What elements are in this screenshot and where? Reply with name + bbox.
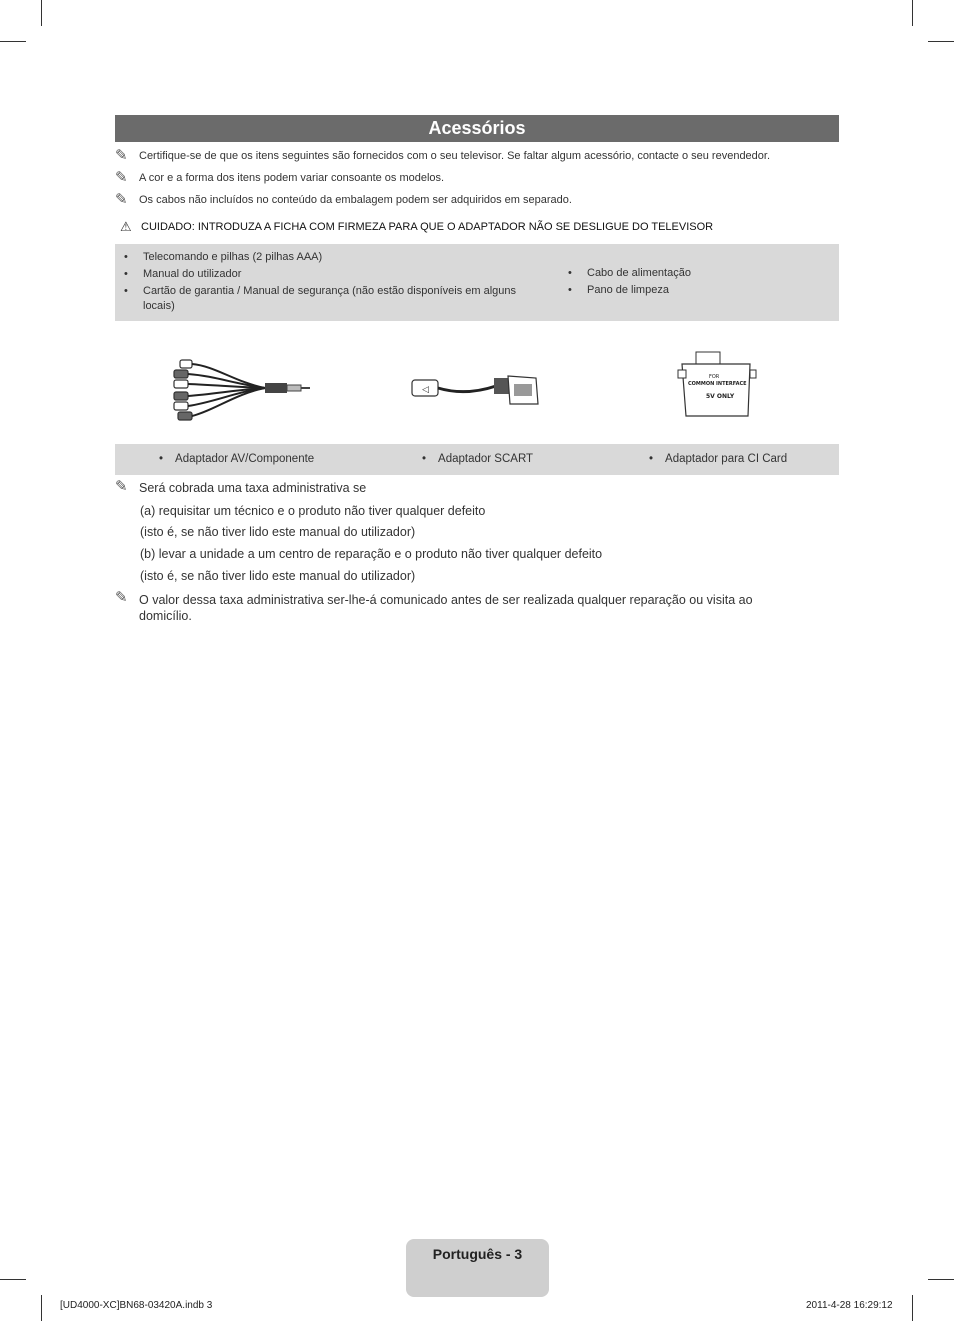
page-number-tab: Português - 3 bbox=[406, 1239, 549, 1297]
crop-mark bbox=[0, 1279, 26, 1280]
bullet-icon: • bbox=[124, 268, 128, 280]
section-title: Acessórios bbox=[115, 115, 839, 142]
list-item: • Cartão de garantia / Manual de segurança (não estão disponíveis em alguns locais) bbox=[124, 285, 517, 312]
fee-line: (isto é, se não tiver lido este manual do utilizador) bbox=[140, 569, 416, 583]
bullet-icon: • bbox=[124, 251, 128, 263]
fee-final-note bbox=[115, 589, 805, 624]
included-items-box bbox=[115, 244, 839, 321]
fee-line: (isto é, se não tiver lido este manual do utilizador) bbox=[140, 525, 416, 539]
adapters-strip bbox=[115, 444, 839, 475]
ci-card-label-interface: COMMON INTERFACE bbox=[688, 381, 747, 387]
fee-line: (a) requisitar um técnico e o produto não tiver qualquer defeito bbox=[140, 504, 486, 518]
fee-final-text: O valor dessa taxa administrativa ser-lhe-á comunicado antes de ser realizada qualquer reparação ou visita ao domicílio. bbox=[139, 593, 753, 623]
svg-text:◁: ◁ bbox=[422, 385, 429, 395]
note-pencil-icon: ✎ bbox=[115, 478, 128, 495]
caution-note bbox=[120, 219, 713, 235]
note-3 bbox=[115, 191, 572, 208]
bullet-icon: • bbox=[422, 453, 427, 465]
note-text: Os cabos não incluídos no conteúdo da embalagem podem ser adquiridos em separado. bbox=[139, 194, 572, 206]
list-item: • Pano de limpeza bbox=[568, 284, 669, 296]
bullet-icon: • bbox=[568, 284, 572, 296]
list-item: • Adaptador AV/Componente bbox=[159, 453, 315, 465]
scart-adapter-image bbox=[408, 348, 548, 433]
av-component-adapter-image bbox=[165, 348, 315, 433]
note-pencil-icon: ✎ bbox=[115, 589, 128, 606]
list-item: • Manual do utilizador bbox=[124, 268, 242, 280]
bullet-icon: • bbox=[568, 267, 572, 279]
note-pencil-icon: ✎ bbox=[115, 191, 128, 208]
crop-mark bbox=[928, 41, 954, 42]
note-text: Certifique-se de que os itens seguintes são fornecidos com o seu televisor. Se faltar algum acessório, contacte o seu revendedor. bbox=[139, 150, 771, 162]
note-2 bbox=[115, 169, 445, 186]
ci-card-label-for: FOR bbox=[709, 374, 720, 380]
bullet-icon: • bbox=[649, 453, 654, 465]
fee-line: (b) levar a unidade a um centro de reparação e o produto não tiver qualquer defeito bbox=[140, 547, 603, 561]
list-item: • Cabo de alimentação bbox=[568, 267, 691, 279]
file-info: [UD4000-XC]BN68-03420A.indb 3 bbox=[60, 1300, 213, 1311]
note-text: A cor e a forma dos itens podem variar consoante os modelos. bbox=[139, 172, 445, 184]
fee-note bbox=[115, 478, 367, 495]
bullet-icon: • bbox=[159, 453, 164, 465]
note-pencil-icon: ✎ bbox=[115, 169, 128, 186]
note-1 bbox=[115, 147, 771, 164]
crop-mark bbox=[41, 0, 42, 26]
list-item: • Adaptador SCART bbox=[422, 453, 534, 465]
crop-mark bbox=[912, 0, 913, 26]
bullet-icon: • bbox=[124, 285, 128, 297]
crop-mark bbox=[928, 1279, 954, 1280]
ci-card-adapter-image bbox=[672, 348, 762, 433]
caution-text: CUIDADO: INTRODUZA A FICHA COM FIRMEZA PARA QUE O ADAPTADOR NÃO SE DESLIGUE DO TELEVISOR bbox=[141, 221, 714, 233]
crop-mark bbox=[912, 1295, 913, 1321]
print-timestamp: 2011-4-28 16:29:12 bbox=[806, 1300, 893, 1311]
fee-intro: Será cobrada uma taxa administrativa se bbox=[139, 481, 367, 495]
list-item: • Adaptador para CI Card bbox=[649, 453, 788, 465]
crop-mark bbox=[0, 41, 26, 42]
list-item: • Telecomando e pilhas (2 pilhas AAA) bbox=[124, 251, 323, 263]
ci-card-label-voltage: 5V ONLY bbox=[706, 393, 735, 400]
warning-triangle-icon: ⚠ bbox=[120, 219, 132, 234]
note-pencil-icon: ✎ bbox=[115, 147, 128, 164]
crop-mark bbox=[41, 1295, 42, 1321]
